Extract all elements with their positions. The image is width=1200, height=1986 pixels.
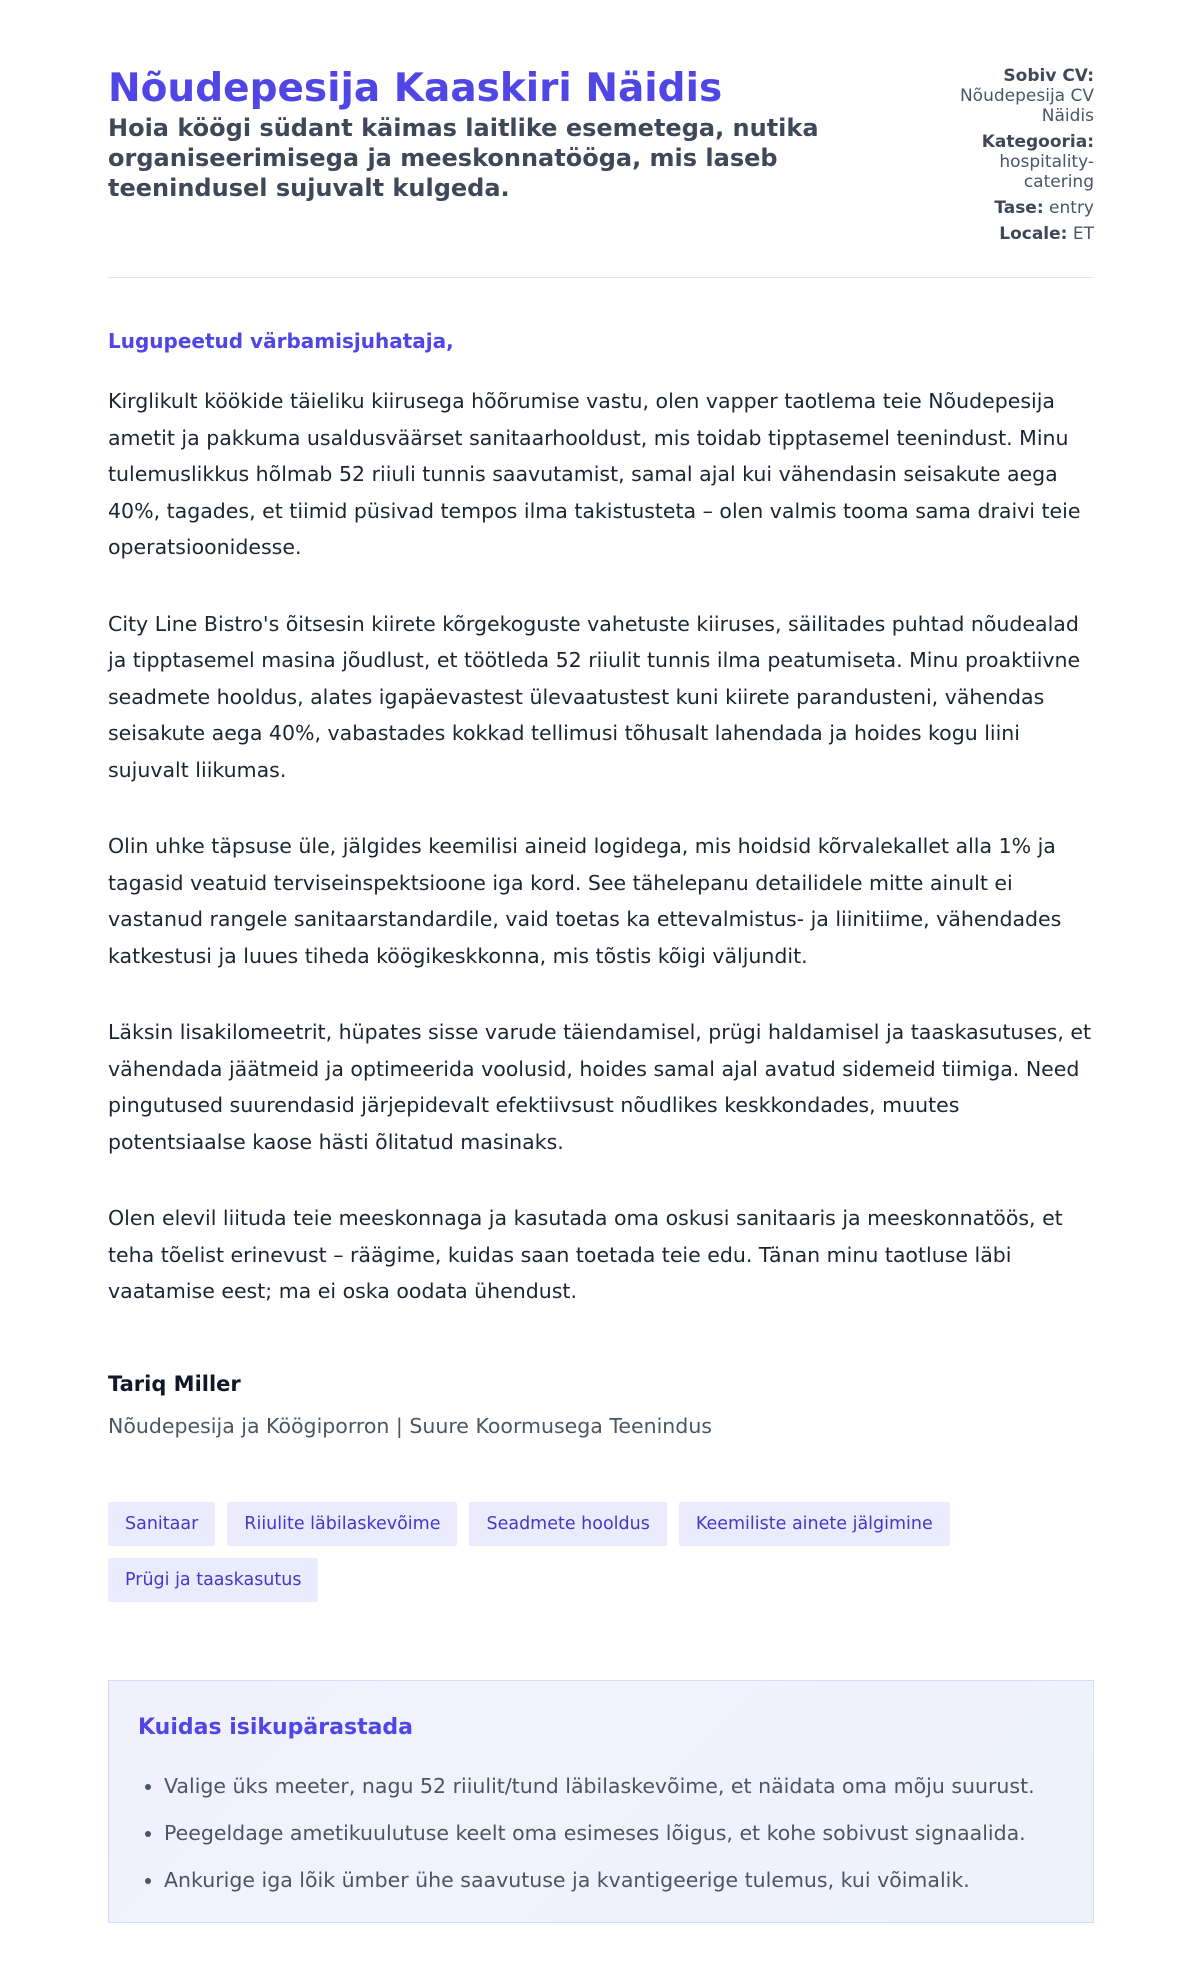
document-header xyxy=(108,62,1094,278)
meta-panel xyxy=(944,66,1094,250)
letter-paragraph: City Line Bistro's õitsesin kiirete kõrgekoguste vahetuste kiiruses, säilitades puhtad nõudealad ja tipptasemel masina jõudlust, et töötleda 52 riiulit tunnis ilma peatumiseta. Minu proaktiivne seadmete hooldus, alates igapäevastest ülevaatustest kuni kiirete parandusteni, vähendas seisakute aega 40%, vabastades kokkad tellimusi tõhusalt lahendada ja hoides kogu liini sujuvalt liikumas. xyxy=(108,611,1081,782)
meta-category-value: hospitality-catering xyxy=(999,152,1094,192)
page-title: Nõudepesija Kaaskiri Näidis xyxy=(108,66,723,111)
letter-paragraph: Olen elevil liituda teie meeskonnaga ja kasutada oma oskusi sanitaaris ja meeskonnatöös, et teha tõelist erinevust – räägime, kuidas saan toetada teie edu. Tänan minu taotluse läbi vaatamise eest; ma ei oska oodata ühendust. xyxy=(108,1206,1063,1303)
letter-paragraph: Olin uhke täpsuse üle, jälgides keemilisi aineid logidega, mis hoidsid kõrvalekallet alla 1% ja tagasid veatuid terviseinspektsioone iga kord. See tähelepanu detailidele mitte ainult ei vastanud rangele sanitaarstandardile, vaid toetas ka ettevalmistus- ja liinitiime, vähendades katkestusi ja luues tiheda köögikeskkonna, mis tõstis kõigi väljundit. xyxy=(108,834,1062,968)
tip-item: • Valige üks meeter, nagu 52 riiulit/tund läbilaskevõime, et näidata oma mõju suurust. xyxy=(164,1763,1068,1810)
letter-paragraph: Kirglikult köökide täieliku kiirusega hõõrumise vastu, olen vapper taotlema teie Nõudepesija ametit ja pakkuma usaldusväärset sanitaarhooldust, mis toidab tipptasemel teenindust. Minu tulemuslikkus hõlmab 52 riiuli tunnis saavutamist, samal ajal kui vähendasin seisakute aega 40%, tagades, et tiimid püsivad tempos ilma takistusteta – olen valmis tooma sama draivi teie operatsioonidesse. xyxy=(108,389,1081,559)
skill-tag[interactable]: Prügi ja taaskasutus xyxy=(108,1558,318,1602)
page-subtitle: Hoia köögi südant käimas laitlike esemetega, nutika organiseerimisega ja meeskonnatööga, mis laseb teenindusel sujuvalt kulgeda. xyxy=(108,114,819,202)
skill-tags xyxy=(108,1502,1094,1602)
skill-tag[interactable]: Riiulite läbilaskevõime xyxy=(227,1502,457,1546)
signature-title: Nõudepesija ja Köögiporron | Suure Koormusega Teenindus xyxy=(108,1414,712,1438)
meta-locale-label: Locale: xyxy=(999,224,1068,244)
tips-title: Kuidas isikupärastada xyxy=(138,1715,414,1740)
skill-tag[interactable]: Sanitaar xyxy=(108,1502,215,1546)
tip-item: • Peegeldage ametikuulutuse keelt oma esimeses lõigus, et kohe sobivust signaalida. xyxy=(164,1810,1068,1857)
letter-greeting: Lugupeetud värbamisjuhataja, xyxy=(108,329,454,353)
letter-paragraph: Läksin lisakilomeetrit, hüpates sisse varude täiendamisel, prügi haldamisel ja taaskasutuses, et vähendada jäätmeid ja optimeerida voolusid, hoides samal ajal avatud sidemeid tiimiga. Need pingutused suurendasid järjepidevalt efektiivsust nõudlikes keskkondades, muutes potentsiaalse kaose hästi õlitatud masinaks. xyxy=(108,1020,1091,1154)
meta-level-value: entry xyxy=(1049,198,1094,218)
meta-cv-label: Sobiv CV: xyxy=(1003,66,1094,86)
signature-name: Tariq Miller xyxy=(108,1372,241,1396)
meta-category xyxy=(944,132,1094,192)
skill-tag[interactable]: Seadmete hooldus xyxy=(469,1502,666,1546)
skill-tag[interactable]: Keemiliste ainete jälgimine xyxy=(679,1502,950,1546)
tips-list xyxy=(138,1763,1068,1904)
tip-item: • Ankurige iga lõik ümber ühe saavutuse ja kvantigeerige tulemus, kui võimalik. xyxy=(164,1857,1068,1904)
meta-level xyxy=(944,198,1094,218)
letter-body xyxy=(108,383,1094,1350)
meta-locale xyxy=(944,224,1094,244)
meta-cv-value[interactable]: Nõudepesija CV Näidis xyxy=(959,86,1094,126)
meta-level-label: Tase: xyxy=(994,198,1044,218)
meta-locale-value: ET xyxy=(1072,224,1094,244)
meta-cv xyxy=(944,66,1094,126)
meta-category-label: Kategooria: xyxy=(981,132,1094,152)
personalization-tips xyxy=(108,1680,1094,1923)
